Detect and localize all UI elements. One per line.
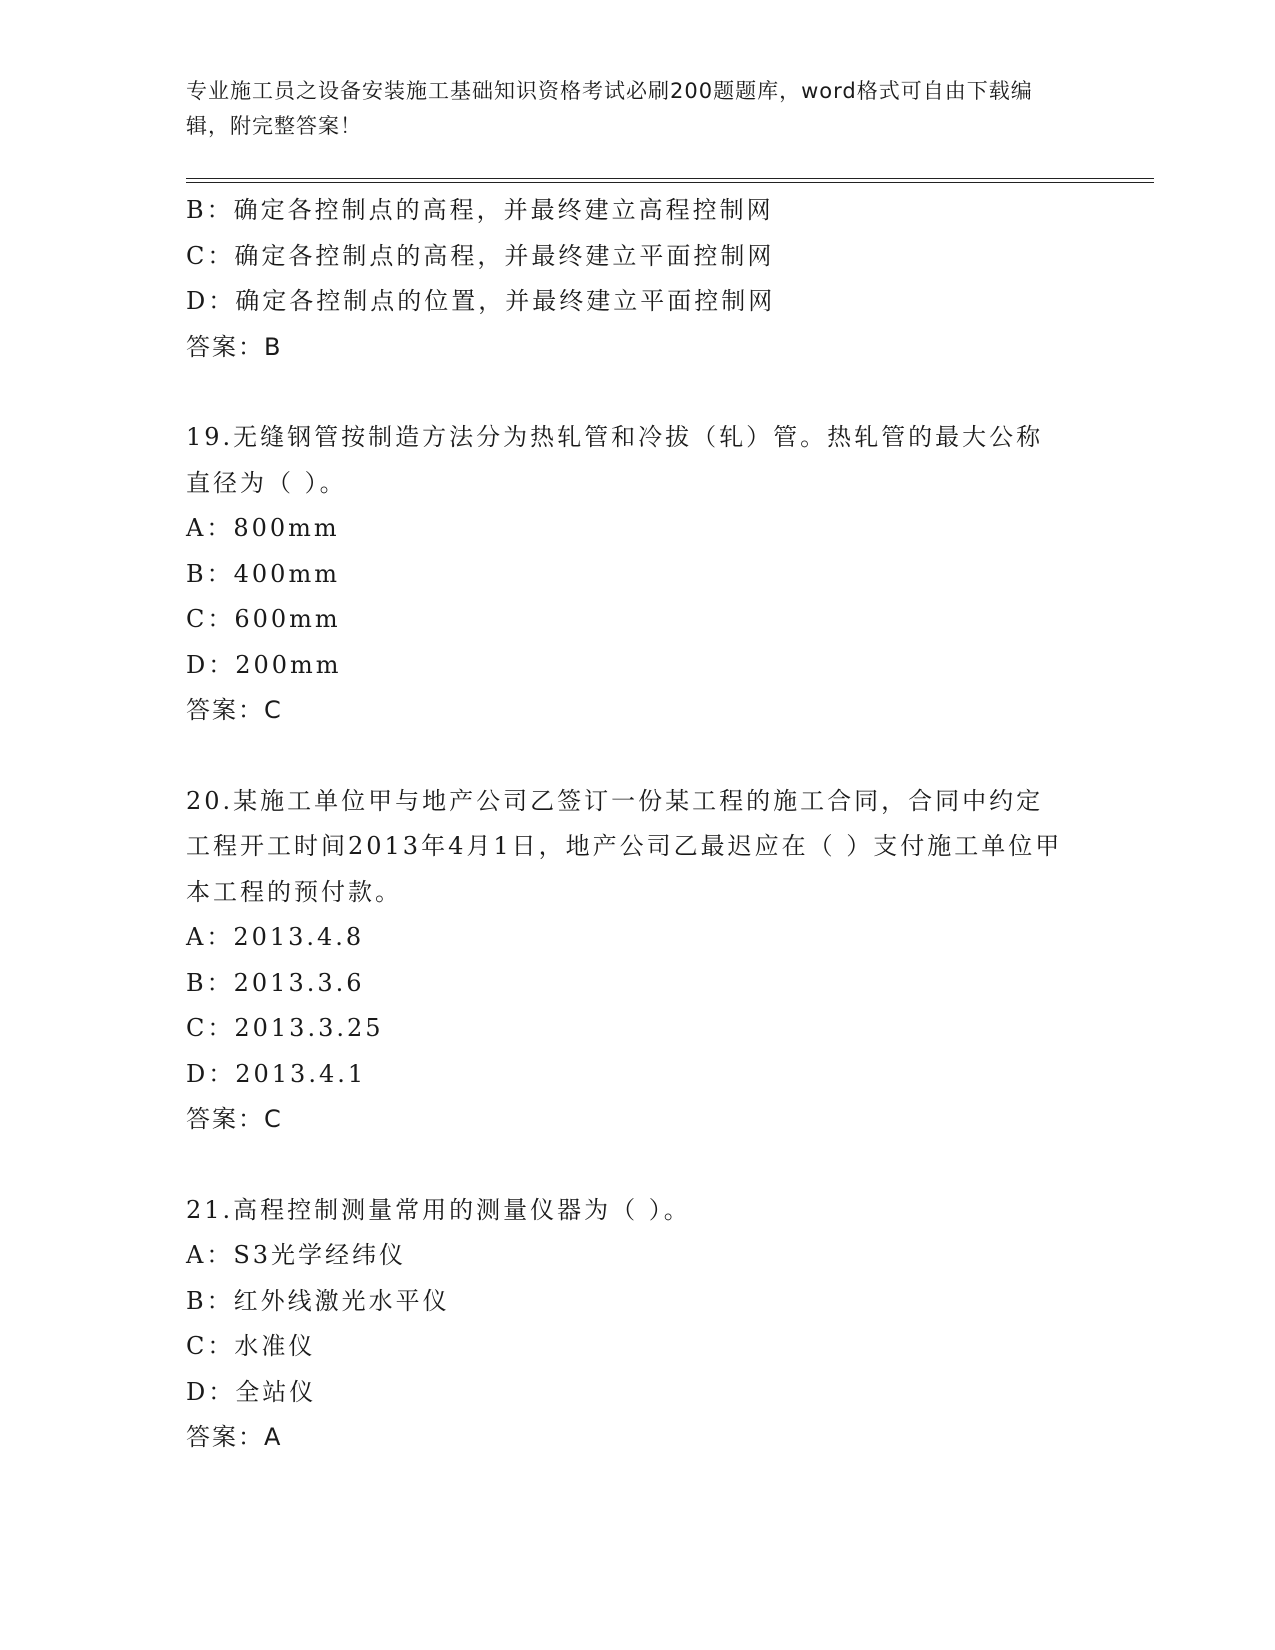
option-d: D：200mm [186,650,342,679]
document-header-title: 专业施工员之设备安装施工基础知识资格考试必刷200题题库，word格式可自由下载编辑，附完整答案！ [186,79,1033,138]
spacer [186,734,1086,779]
spacer [186,370,1086,415]
option-b: B：2013.3.6 [186,968,365,997]
question-block-19 [186,415,1086,734]
answer-line: 答案：A [186,1423,283,1451]
question-text: 21.高程控制测量常用的测量仪器为（ ）。 [186,1195,691,1224]
option-c: C：600mm [186,605,341,633]
question-list [186,188,1086,1461]
spacer [186,1143,1086,1188]
option-b: B：确定各控制点的高程，并最终建立高程控制网 [186,196,774,224]
question-block-21 [186,1188,1086,1461]
option-b: B：红外线激光水平仪 [186,1286,450,1315]
header-divider-top [186,178,1154,179]
option-d: D：全站仪 [186,1377,317,1406]
option-a: A：S3光学经纬仪 [186,1241,407,1269]
option-c: C：水准仪 [186,1332,316,1360]
option-a: A：800mm [186,514,340,542]
header-divider-bottom [186,182,1154,183]
answer-line: 答案：B [186,332,283,361]
option-d: D：2013.4.1 [186,1059,367,1088]
option-c: C：确定各控制点的高程，并最终建立平面控制网 [186,241,775,270]
answer-line: 答案：C [186,1105,283,1133]
question-block-18 [186,188,1086,370]
question-block-20 [186,779,1086,1143]
question-text: 20.某施工单位甲与地产公司乙签订一份某工程的施工合同，合同中约定工程开工时间2013年4月1日，地产公司乙最迟应在（ ）支付施工单位甲本工程的预付款。 [186,786,1063,906]
option-b: B：400mm [186,559,340,588]
question-text: 19.无缝钢管按制造方法分为热轧管和冷拔（轧）管。热轧管的最大公称直径为（ ）。 [186,423,1044,497]
answer-line: 答案：C [186,696,283,724]
option-d: D：确定各控制点的位置，并最终建立平面控制网 [186,287,776,315]
option-c: C：2013.3.25 [186,1014,384,1042]
option-a: A：2013.4.8 [186,923,365,951]
